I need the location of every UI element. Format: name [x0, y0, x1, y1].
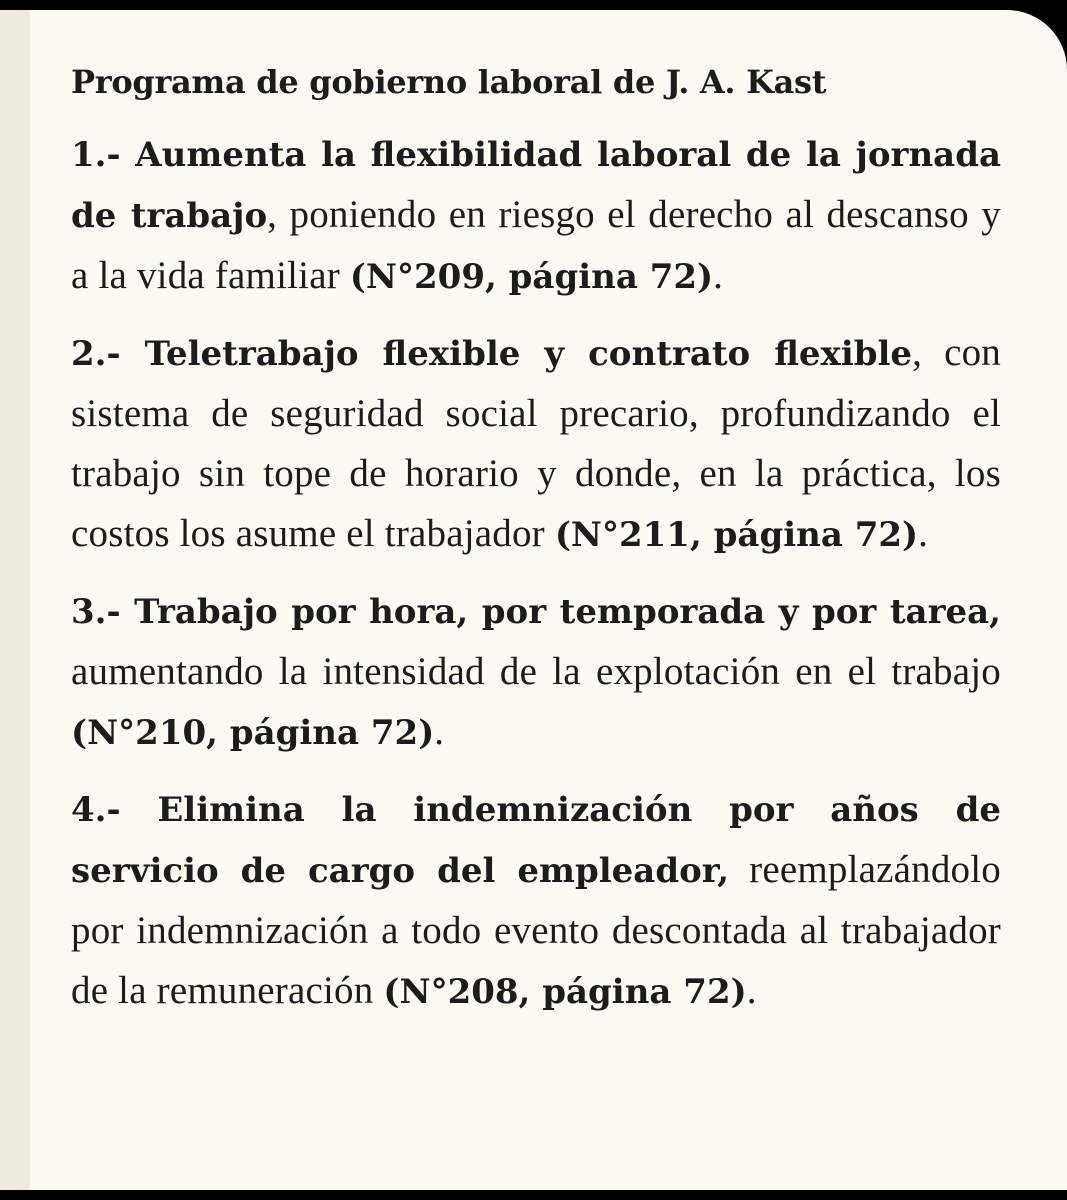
document-title: Programa de gobierno laboral de J. A. Kast [71, 63, 827, 101]
item-1-text: , poniendo en riesgo el derecho al descanso y a la vida familiar [71, 193, 1001, 297]
item-2-heading: 2.- Teletrabajo flexible y contrato flexible [71, 334, 913, 374]
list-item-4 [71, 779, 1001, 1022]
item-4-end: . [746, 969, 757, 1012]
item-2-reference: (N°211, página 72) [554, 515, 919, 555]
item-3-heading: 3.- Trabajo por hora, por temporada y por tarea, [71, 592, 1001, 632]
item-3-reference: (N°210, página 72) [71, 713, 435, 753]
item-3-end: . [434, 710, 445, 753]
list-item-2 [71, 323, 1001, 565]
item-4-heading: 4.- Elimina la indemnización por años de servicio de cargo del empleador, [71, 790, 1001, 891]
card-left-edge [0, 10, 30, 1190]
item-1-end: . [713, 254, 724, 297]
document-content [71, 52, 1001, 1038]
list-item-3 [71, 581, 1001, 763]
item-1-reference: (N°209, página 72) [349, 257, 714, 297]
item-4-text: reemplazándolo por indemnización a todo evento descontada al trabajador de la remuneración [71, 848, 1001, 1012]
document-card [0, 10, 1067, 1190]
list-item-1 [71, 124, 1001, 307]
item-2-text: , con sistema de seguridad social precario, profundizando el trabajo sin tope de horario y donde, en la práctica, los costos los asume el trabajador [71, 331, 1002, 555]
item-4-reference: (N°208, página 72) [383, 972, 747, 1012]
item-2-end: . [918, 512, 929, 555]
item-3-text: aumentando la intensidad de la explotación en el trabajo [71, 650, 1001, 693]
item-1-heading: 1.- Aumenta la flexibilidad laboral de la jornada de trabajo [71, 135, 1001, 236]
